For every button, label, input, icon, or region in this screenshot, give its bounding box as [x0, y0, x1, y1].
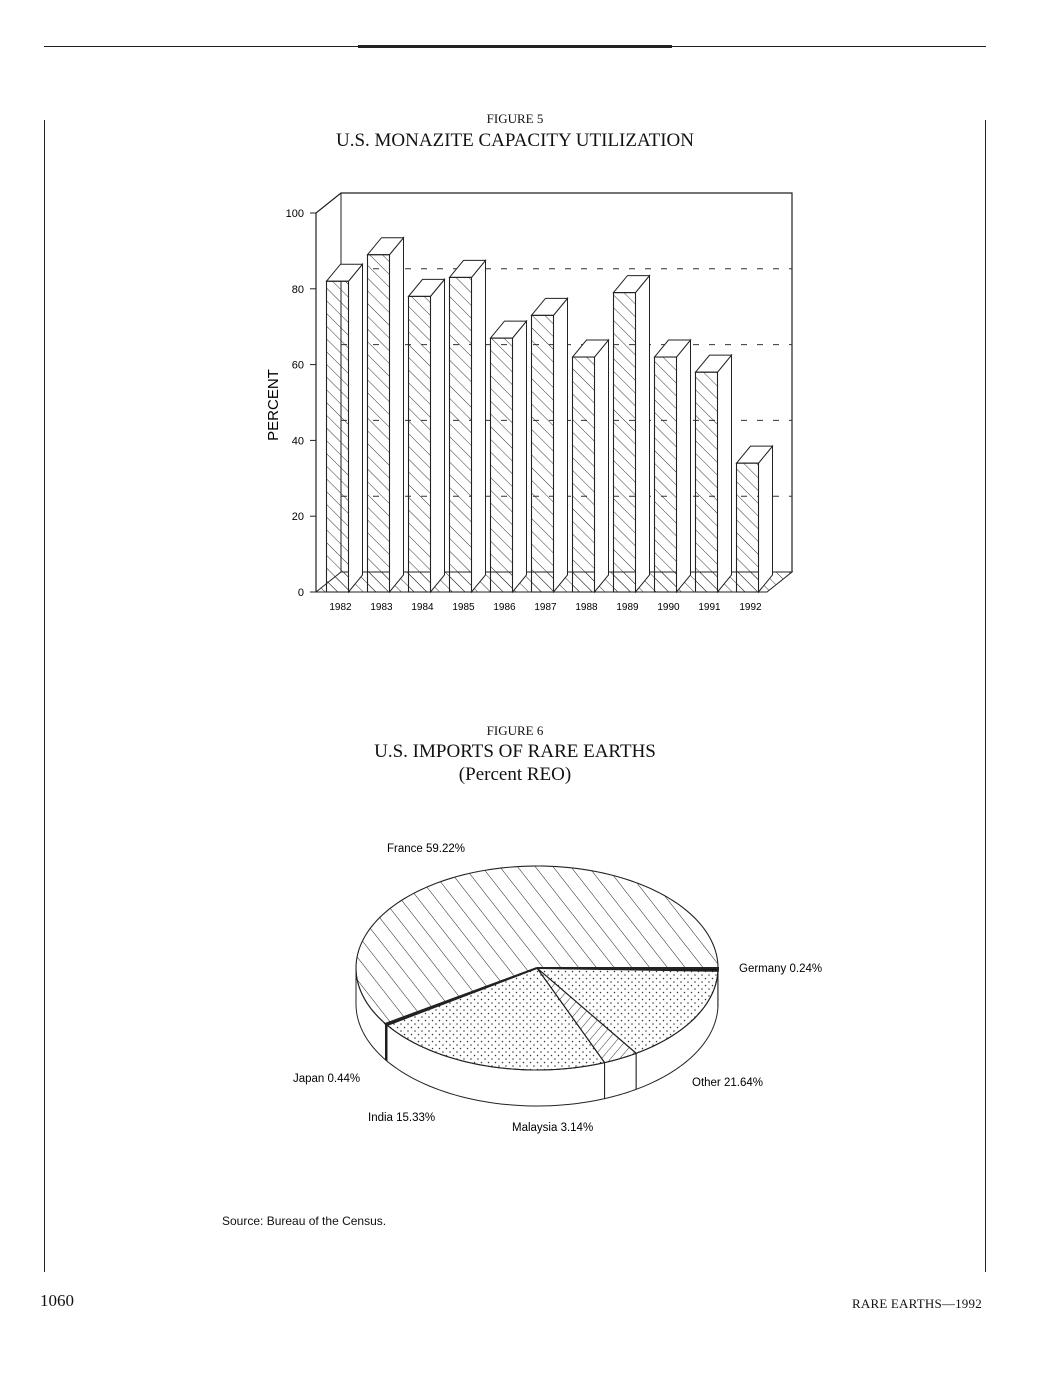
y-axis-label: PERCENT: [265, 369, 282, 441]
figure6-subtitle: (Percent REO): [458, 764, 572, 785]
x-tick-label: 1990: [657, 602, 680, 613]
pie-label-india: India 15.33%: [368, 1112, 436, 1124]
page-number: 1060: [40, 1291, 74, 1310]
figure6-title: U.S. IMPORTS OF RARE EARTHS: [374, 741, 656, 762]
pie-label-japan: Japan 0.44%: [293, 1073, 361, 1085]
x-tick-label: 1986: [493, 602, 516, 613]
pie-label-malaysia: Malaysia 3.14%: [512, 1122, 594, 1134]
pie-label-other: Other 21.64%: [692, 1077, 763, 1089]
y-tick-label: 20: [291, 511, 304, 524]
x-tick-label: 1984: [411, 602, 434, 613]
figure6-label: FIGURE 6: [486, 723, 544, 738]
figure5-label: FIGURE 5: [486, 111, 544, 126]
y-tick-label: 80: [291, 283, 304, 296]
pie-label-france: France 59.22%: [387, 843, 465, 855]
y-tick-label: 0: [297, 587, 304, 599]
x-tick-label: 1991: [698, 602, 721, 613]
y-tick-label: 60: [291, 359, 304, 372]
figure5-title: U.S. MONAZITE CAPACITY UTILIZATION: [336, 130, 694, 151]
x-tick-label: 1983: [370, 602, 393, 613]
x-tick-label: 1982: [329, 602, 352, 613]
x-tick-label: 1988: [575, 602, 598, 613]
x-tick-label: 1987: [534, 602, 557, 613]
running-head: RARE EARTHS—1992: [852, 1296, 982, 1311]
y-tick-label: 100: [285, 208, 304, 220]
x-tick-label: 1985: [452, 602, 475, 613]
x-tick-label: 1989: [616, 602, 639, 613]
x-tick-label: 1992: [739, 602, 762, 613]
pie-label-germany: Germany 0.24%: [739, 963, 823, 975]
source-note: Source: Bureau of the Census.: [222, 1214, 387, 1228]
y-tick-label: 40: [291, 435, 304, 448]
